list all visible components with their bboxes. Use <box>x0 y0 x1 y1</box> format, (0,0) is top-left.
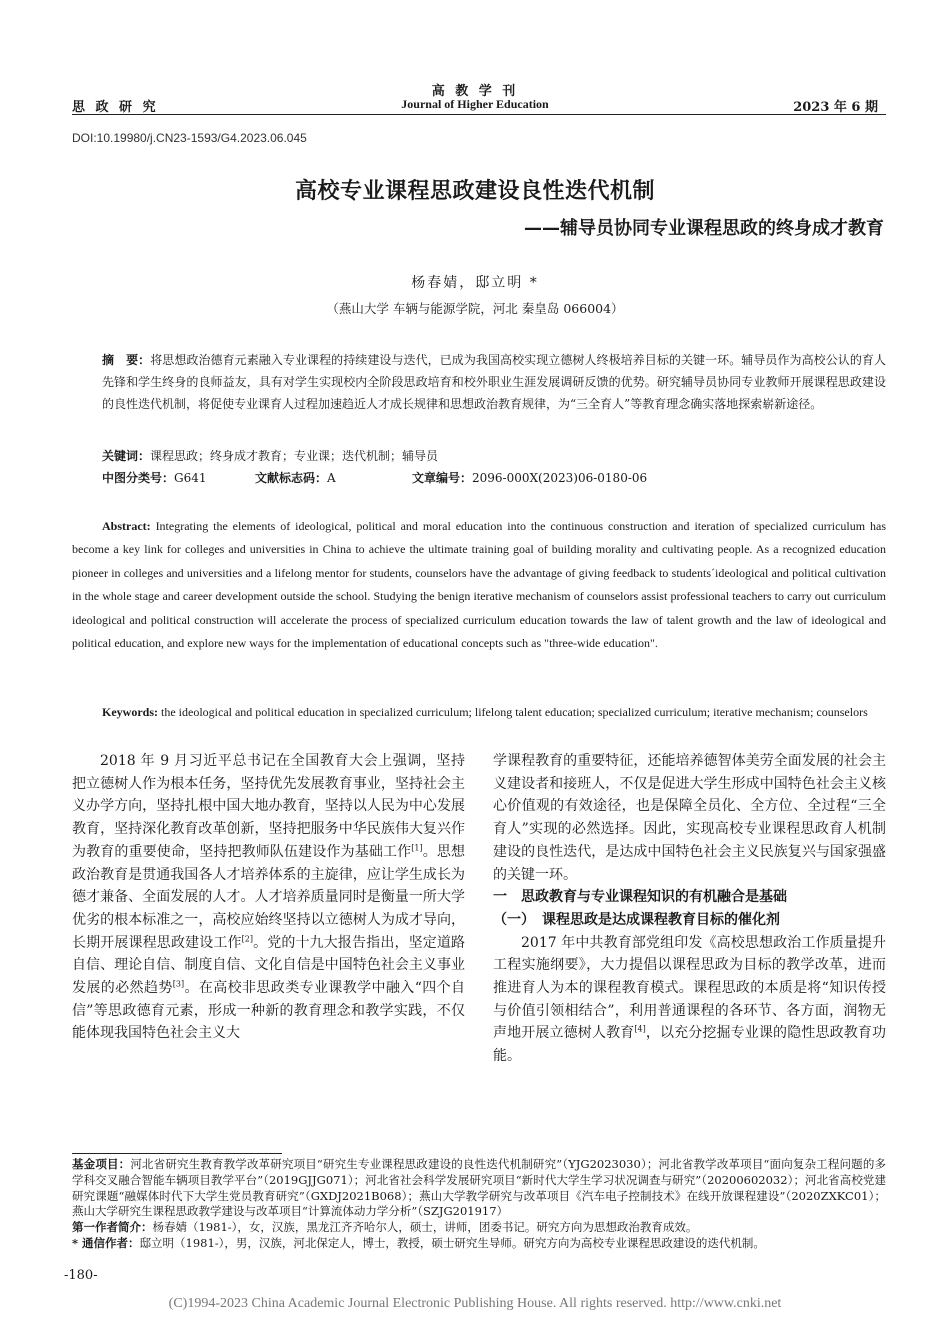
journal-name-en: Journal of Higher Education <box>401 97 549 111</box>
abstract-en-label: Abstract: <box>102 519 151 533</box>
author-line: 杨春婧，邸立明 * <box>411 275 539 291</box>
header-rule <box>72 114 886 115</box>
article-number-value: 2096-000X(2023)06-0180-06 <box>472 471 648 485</box>
abstract-cn-label: 摘 要： <box>102 353 151 367</box>
body-right-column <box>493 750 886 1068</box>
keywords-cn <box>102 445 886 467</box>
doc-code-value: A <box>327 471 336 485</box>
affiliation-line: （燕山大学 车辆与能源学院，河北 秦皇岛 066004） <box>326 301 624 316</box>
section-1-paragraph: 2017 年中共教育部党组印发《高校思想政治工作质量提升工程实施纲要》，大力提倡以课程思政为目标的教学改革，进而推进育人为本的课程教育模式。课程思政的本质是将“知识传授与价值引领相结合”，利用普通课程的各环节、各方面，润物无声地开展立德树人教育[4]，以充分挖掘专业课的隐性思政教育功能。 <box>493 934 887 1065</box>
intro-paragraph: 2018 年 9 月习近平总书记在全国教育大会上强调，坚持把立德树人作为根本任务，坚持优先发展教育事业，坚持社会主义办学方向，坚持扎根中国大地办教育，坚持以人民为中心发展教育，坚持深化教育改革创新，坚持把服务中华民族伟大复兴作为教育的重要使命，坚持把教师队伍建设作为基础工作[1]。思想政治教育是贯通我国各人才培养体系的主旋律，应让学生成长为德才兼备、全面发展的人才。人才培养质量同时是衡量一所大学优劣的根本标准之一，高校应始终坚持以立德树人为成才导向，长期开展课程思政建设工作[2]。党的十九大报告指出，坚定道路自信、理论自信、制度自信、文化自信是中国特色社会主义事业发展的必然趋势[3]。在高校非思政类专业课教学中融入“四个自信”等思政德育元素，形成一种新的教育理念和教学实践，不仅能体现我国特色社会主义大 <box>72 753 466 1042</box>
footnotes <box>72 1157 886 1252</box>
corresponding-author-note: * 通信作者：邸立明（1981-），男，汉族，河北保定人，博士，教授，硕士研究生导师。研究方向为高校专业课程思政建设的迭代机制。 <box>72 1235 765 1250</box>
section-label: 思 政 研 究 <box>72 100 159 115</box>
copyright-watermark: (C)1994-2023 China Academic Journal Electronic Publishing House. All rights reserved. http://www.cnki.net <box>168 1296 782 1311</box>
abstract-en-text: Integrating the elements of ideological, political and moral education into the continuous construction and iteration of specialized curriculum has become a key link for colleges and universities in China to achieve the ultimate training goal of building morality and cultivating people. As a recognized education pioneer in colleges and universities and a lifelong mentor for students, counselors have the advantage of giving feedback to students´ideological and political cultivation in the whole stage and career development outside the school. Studying the benign iterative mechanism of counselors assist professional teachers to carry out curriculum ideological and political construction will accelerate the process of specialized curriculum education towards the law of talent growth and the law of ideological and political education, and explore new ways for the implementation of educational concepts such as "three-wide education". <box>72 519 886 651</box>
clc-label: 中图分类号： <box>102 471 175 485</box>
intro-paragraph-continued: 学课程教育的重要特征，还能培养德智体美劳全面发展的社会主义建设者和接班人，不仅是促进大学生形成中国特色社会主义核心价值观的有效途径，也是保障全员化、全方位、全过程“三全育人”实现的必然选择。因此，实现高校专业课程思政育人机制建设的良性迭代，是达成中国特色社会主义民族复兴与国家强盛的关键一环。 <box>493 753 886 883</box>
page-number: -180- <box>64 1268 98 1283</box>
journal-name-cn: 高 教 学 刊 <box>431 84 519 99</box>
citation-4[interactable]: [4] <box>634 1024 646 1034</box>
fund-note: 基金项目：河北省研究生教育教学改革研究项目“研究生专业课程思政建设的良性迭代机制研究”（YJG2023030）；河北省教学改革项目“面向复杂工程问题的多学科交叉融合智能车辆项目教学平台”（2019GJJG071）；河北省社会科学发展研究项目“新时代大学生学习状况调查与研究”（20200602032）；河北省高校党建研究课题“融媒体时代下大学生党员教育研究”（GXDJ2021B068）；燕山大学教学研究与改革项目《汽车电子控制技术》在线开放课程建设”（2020ZXKC01）；燕山大学研究生课程思政教学建设与改革项目“计算流体动力学分析”（SZJG201917） <box>72 1157 886 1219</box>
article-number-label: 文章编号： <box>412 471 473 485</box>
subsection-heading-1: （一） 课程思政是达成课程教育目标的催化剂 <box>493 911 780 928</box>
body-left-column <box>72 750 465 1045</box>
citation-2[interactable]: [2] <box>241 933 253 943</box>
paper-subtitle: ——辅导员协同专业课程思政的终身成才教育 <box>524 218 884 239</box>
keywords-cn-text: 课程思政；终身成才教育；专业课；迭代机制；辅导员 <box>150 449 439 463</box>
abstract-en <box>72 515 886 655</box>
citation-1[interactable]: [1] <box>411 843 423 853</box>
abstract-cn-text: 将思想政治德育元素融入专业课程的持续建设与迭代，已成为我国高校实现立德树人终极培养目标的关键一环。辅导员作为高校公认的育人先锋和学生终身的良师益友，具有对学生实现校内全阶段思政培育和校外职业生涯发展调研反馈的优势。研究辅导员协同专业教师开展课程思政建设的良性迭代机制，将促使专业课育人过程加速趋近人才成长规律和思想政治教育规律，为“三全育人”等教育理念确实落地探索崭新途径。 <box>102 353 886 411</box>
citation-3[interactable]: [3] <box>172 979 185 989</box>
doi-line[interactable]: DOI:10.19980/j.CN23-1593/G4.2023.06.045 <box>72 131 307 145</box>
keywords-cn-label: 关键词： <box>102 449 151 463</box>
clc-value: G641 <box>174 471 207 485</box>
issue-label: 2023 年 6 期 <box>793 100 878 115</box>
keywords-en <box>72 701 886 724</box>
doc-code-label: 文献标志码： <box>255 471 328 485</box>
first-author-note: 第一作者简介：杨春婧（1981-），女，汉族，黑龙江齐齐哈尔人，硕士，讲师，团委书记。研究方向为思想政治教育成效。 <box>72 1220 698 1235</box>
footnote-rule <box>72 1153 282 1154</box>
section-heading-1: 一 思政教育与专业课程知识的有机融合是基础 <box>493 889 787 906</box>
keywords-en-text: the ideological and political education in specialized curriculum; lifelong talent education; specialized curriculum; iterative mechanism; counselors <box>161 705 868 719</box>
paper-title: 高校专业课程思政建设良性迭代机制 <box>294 179 655 204</box>
abstract-cn <box>102 349 886 415</box>
keywords-en-label: Keywords: <box>102 705 158 719</box>
